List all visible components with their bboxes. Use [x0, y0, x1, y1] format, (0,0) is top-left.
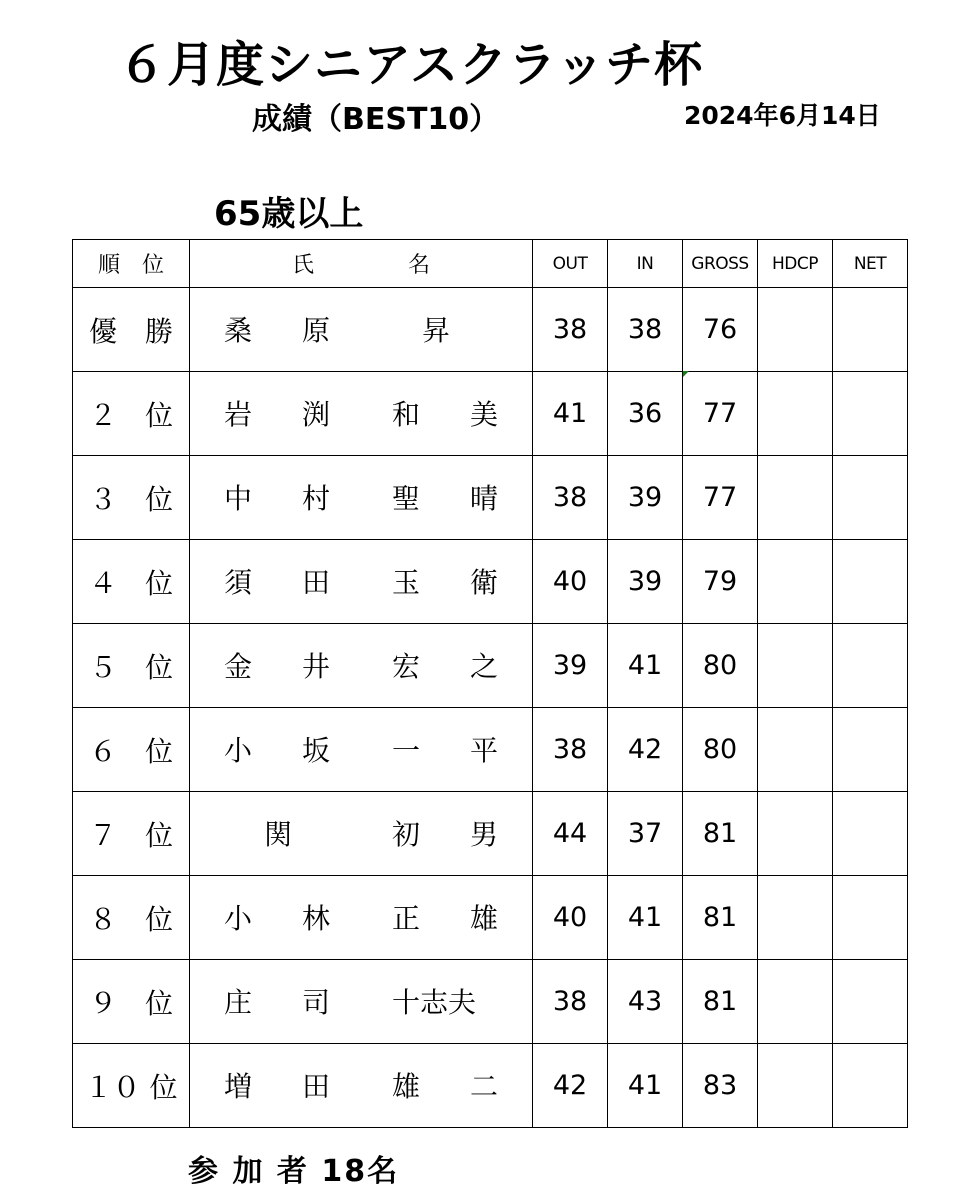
participant-count: 参 加 者 18名: [188, 1154, 400, 1189]
in-score: 39: [608, 456, 683, 540]
name-char: 二: [470, 1069, 499, 1103]
table-row: [73, 624, 908, 708]
net-value: [833, 456, 908, 540]
name-char: 正: [392, 901, 421, 935]
gross-score: 81: [683, 792, 758, 876]
name-char: 庄: [224, 985, 253, 1019]
hdcp-value: [758, 960, 833, 1044]
in-score: 39: [608, 540, 683, 624]
rank-cell: ３ 位: [73, 456, 190, 540]
name-char: 昇: [422, 313, 451, 347]
out-score: 38: [533, 456, 608, 540]
out-score: 40: [533, 540, 608, 624]
hdcp-header: HDCP: [758, 240, 833, 288]
out-score: 42: [533, 1044, 608, 1128]
name-char: 聖: [392, 481, 421, 515]
name-char: 雄: [392, 1069, 421, 1103]
net-value: [833, 876, 908, 960]
name-cell: [190, 876, 533, 960]
in-score: 42: [608, 708, 683, 792]
hdcp-value: [758, 792, 833, 876]
name-char: 十志夫: [392, 985, 477, 1019]
gross-score: 79: [683, 540, 758, 624]
rank-cell: １０ 位: [73, 1044, 190, 1128]
table-row: [73, 1044, 908, 1128]
rank-cell: ５ 位: [73, 624, 190, 708]
in-score: 41: [608, 624, 683, 708]
name-char: 小: [224, 901, 253, 935]
table-row: [73, 372, 908, 456]
name-char: 渕: [302, 397, 331, 431]
name-char: 男: [470, 817, 499, 851]
name-cell: [190, 540, 533, 624]
net-header: NET: [833, 240, 908, 288]
rank-cell: ８ 位: [73, 876, 190, 960]
name-char: 雄: [470, 901, 499, 935]
gross-header: GROSS: [683, 240, 758, 288]
rank-cell: 優 勝: [73, 288, 190, 372]
name-char: 平: [470, 733, 499, 767]
name-char: 須: [224, 565, 253, 599]
name-cell: [190, 792, 533, 876]
net-value: [833, 624, 908, 708]
hdcp-value: [758, 624, 833, 708]
gross-score: 81: [683, 876, 758, 960]
name-char: 林: [302, 901, 331, 935]
table-row: [73, 792, 908, 876]
rank-cell: ４ 位: [73, 540, 190, 624]
name-cell: [190, 288, 533, 372]
out-score: 39: [533, 624, 608, 708]
name-char: 衛: [470, 565, 499, 599]
hdcp-value: [758, 288, 833, 372]
in-score: 36: [608, 372, 683, 456]
table-row: [73, 456, 908, 540]
name-char: 小: [224, 733, 253, 767]
name-char: 原: [302, 313, 331, 347]
name-char: 一: [392, 733, 421, 767]
gross-score: 83: [683, 1044, 758, 1128]
hdcp-value: [758, 876, 833, 960]
name-header-family: 氏: [292, 252, 315, 278]
name-char: 関: [264, 817, 293, 851]
name-char: 金: [224, 649, 253, 683]
name-char: 宏: [392, 649, 421, 683]
age-category: 65歳以上: [214, 194, 364, 234]
net-value: [833, 288, 908, 372]
name-char: 玉: [392, 565, 421, 599]
table-row: [73, 960, 908, 1044]
hdcp-value: [758, 372, 833, 456]
name-cell: [190, 708, 533, 792]
name-char: 司: [302, 985, 331, 1019]
table-row: [73, 708, 908, 792]
rank-cell: ９ 位: [73, 960, 190, 1044]
net-value: [833, 372, 908, 456]
net-value: [833, 708, 908, 792]
out-score: 41: [533, 372, 608, 456]
rank-cell: ２ 位: [73, 372, 190, 456]
name-char: 美: [470, 397, 499, 431]
out-score: 40: [533, 876, 608, 960]
table-row: [73, 876, 908, 960]
name-char: 井: [302, 649, 331, 683]
in-score: 37: [608, 792, 683, 876]
gross-score: 80: [683, 624, 758, 708]
rank-cell: ６ 位: [73, 708, 190, 792]
out-score: 38: [533, 708, 608, 792]
name-char: 初: [392, 817, 421, 851]
name-cell: [190, 372, 533, 456]
gross-score: 77: [683, 372, 758, 456]
name-char: 桑: [224, 313, 253, 347]
table-row: [73, 540, 908, 624]
page-title: ６月度シニアスクラッチ杯: [118, 37, 704, 93]
name-char: 増: [224, 1069, 253, 1103]
cell-comment-marker: [683, 371, 689, 377]
gross-score: 81: [683, 960, 758, 1044]
out-score: 44: [533, 792, 608, 876]
name-char: 中: [224, 481, 253, 515]
name-char: 田: [302, 1069, 331, 1103]
table-row: [73, 288, 908, 372]
in-score: 43: [608, 960, 683, 1044]
hdcp-value: [758, 708, 833, 792]
name-char: 岩: [224, 397, 253, 431]
net-value: [833, 1044, 908, 1128]
net-value: [833, 792, 908, 876]
out-score: 38: [533, 288, 608, 372]
name-char: 村: [302, 481, 331, 515]
rank-header: 順 位: [73, 240, 190, 288]
net-value: [833, 960, 908, 1044]
name-char: 田: [302, 565, 331, 599]
results-subtitle: 成績（BEST10）: [252, 102, 500, 137]
hdcp-value: [758, 456, 833, 540]
in-score: 38: [608, 288, 683, 372]
name-char: 坂: [302, 733, 331, 767]
gross-score: 77: [683, 456, 758, 540]
name-cell: [190, 960, 533, 1044]
header-row: [73, 240, 908, 288]
hdcp-value: [758, 1044, 833, 1128]
in-header: IN: [608, 240, 683, 288]
name-header-given: 名: [408, 252, 431, 278]
name-char: 晴: [470, 481, 499, 515]
out-score: 38: [533, 960, 608, 1044]
hdcp-value: [758, 540, 833, 624]
name-cell: [190, 456, 533, 540]
name-cell: [190, 1044, 533, 1128]
name-header: [190, 240, 533, 288]
results-table: [72, 239, 908, 1128]
event-date: 2024年6月14日: [684, 101, 881, 130]
rank-cell: ７ 位: [73, 792, 190, 876]
name-cell: [190, 624, 533, 708]
out-header: OUT: [533, 240, 608, 288]
in-score: 41: [608, 876, 683, 960]
name-char: 之: [470, 649, 499, 683]
name-char: 和: [392, 397, 421, 431]
net-value: [833, 540, 908, 624]
gross-score: 76: [683, 288, 758, 372]
gross-score: 80: [683, 708, 758, 792]
in-score: 41: [608, 1044, 683, 1128]
